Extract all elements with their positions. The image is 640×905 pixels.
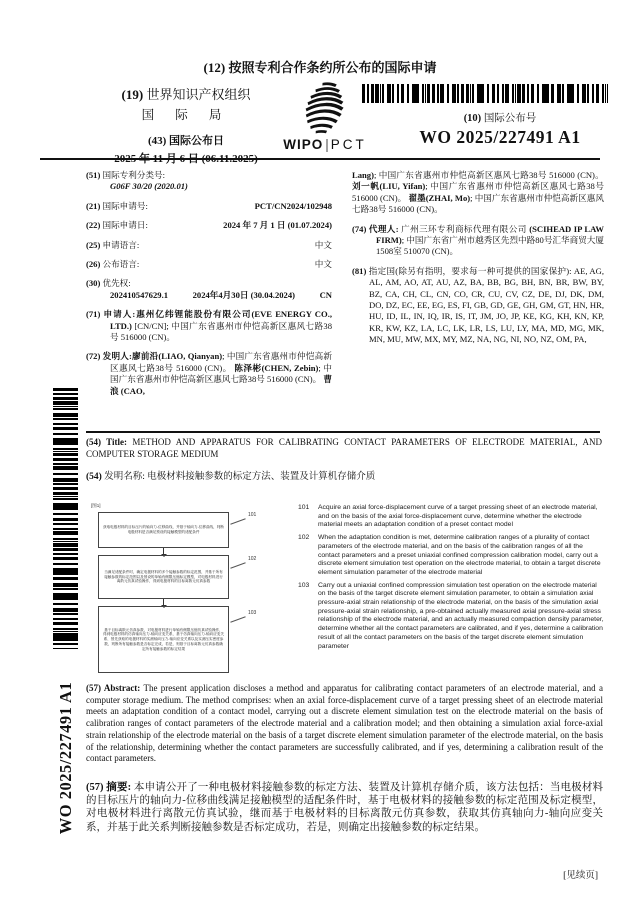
wipo-org-block (86, 84, 286, 166)
field-inventors (86, 351, 332, 397)
field-publication-language (86, 259, 332, 270)
applicant-name: 惠州亿纬锂能股份有限公司(EVE ENERGY CO., LTD.) (110, 309, 332, 331)
inid-71: (71) (86, 309, 101, 320)
inventor-name: 陈泽彬(CHEN, Zebin) (234, 362, 319, 373)
applicant-address: [CN/CN]; 中国广东省惠州市仲恺高新区惠风七路38号 516000 (CN)。 (110, 320, 332, 343)
priority-number: 202410547629.1 (110, 289, 169, 300)
abstract-zh-label: (57) 摘要: (86, 782, 132, 793)
header-divider (40, 158, 600, 160)
inid-30: (30) (86, 278, 101, 289)
field-application-number (86, 201, 332, 212)
inventor-name: 刘一帆(LIU, Yifan) (352, 181, 426, 192)
field-filing-date (86, 220, 332, 231)
inid-26: (26) (86, 259, 101, 270)
pub-number-label (392, 110, 608, 125)
figure-caption: [图1] (91, 503, 101, 508)
field-inventors-continued (352, 170, 604, 216)
pub-date-label-text: 国际公布日 (169, 135, 225, 147)
callout-line (230, 518, 245, 524)
org-name-text: 世界知识产权组织 (146, 87, 251, 102)
flow-arrow-icon (163, 548, 164, 554)
inid-21: (21) (86, 200, 101, 211)
inventor-name: Lang) (352, 170, 374, 180)
step-number: 102 (298, 534, 310, 542)
filing-language-value: 中文 (314, 239, 332, 250)
pub-language-value: 中文 (314, 259, 332, 270)
pub-date-label (86, 132, 286, 148)
filing-date-label: 国际申请日: (102, 220, 148, 231)
app-number-label: 国际申请号: (102, 200, 148, 211)
inventor-address: ; 中国广东省惠州市仲恺高新区惠风七路38号 516000 (CN)。 (352, 181, 604, 203)
inid-22: (22) (86, 220, 101, 231)
flow-arrow-icon (163, 599, 164, 605)
inventor-address: ; 中国广东省惠州市仲恺高新区惠风七路38号 516000 (CN)。 (110, 362, 332, 385)
biblio-right-column (352, 170, 604, 354)
callout-number: 102 (248, 556, 257, 562)
pub-number-label-text: 国际公布号 (483, 113, 537, 124)
agent-name-en: (SCIHEAD IP LAW FIRM) (376, 223, 604, 246)
logo-pct-text: PCT (330, 137, 367, 152)
inventor-address: ; 中国广东省惠州市仲恺高新区惠风七路38号 516000 (CN)。 (110, 351, 332, 373)
step-descriptions (298, 504, 605, 655)
abstract-english (86, 683, 603, 765)
title-divider (86, 431, 600, 433)
inid-43: (43) (147, 135, 167, 147)
abstract-en-text: The present application discloses a method and apparatus for calibrating contact parameters of an electrode material, and a computer storage medium. The method comprises: when an axial force-displacement curve of a target pressing sheet of an electrode material meets an adaptation condition of a contact model, carrying out a discrete element simulation test on the electrode material on the basis of calibration ranges of contact parameters of the electrode material and a calibration model; and then obtaining a simulation axial force-axial strain relationship of the electrode material on the basis of a target discrete element simulation parameter of the electrode material, on the basis of the relationship, determining whether the contact parameters are successfully calibrated, and if yes, determining a calibration result of the contact parameters. (86, 683, 603, 764)
step-number: 101 (298, 504, 310, 511)
biblio-left-column (86, 170, 332, 405)
title-en-text: METHOD AND APPARATUS FOR CALIBRATING CONTACT PARAMETERS OF ELECTRODE MATERIAL, AND COMPUTER STORAGE MEDIUM (86, 437, 603, 459)
field-filing-language (86, 240, 332, 251)
field-ipc (86, 170, 332, 193)
agent-label: 代理人: (368, 223, 399, 234)
field-agent (352, 224, 604, 258)
agent-name-zh: 广州三环专利商标代理有限公司 (401, 223, 527, 234)
title-english (86, 437, 602, 460)
inventor-name: 翟墨(ZHAI, Mo) (408, 192, 471, 203)
step-text: Acquire an axial force-displacement curve of a target pressing sheet of an electrode material, and on the basis of the axial force-displacement curve, determine whether the electrode material meets an adaptation condition of a preset contact model (318, 504, 598, 529)
filing-language-label: 申请语言: (102, 239, 140, 250)
inid-81: (81) (352, 265, 367, 276)
inid-72: (72) (86, 351, 101, 362)
inventor-name: 曹浪 (CAO, (110, 374, 332, 396)
applicant-label: 申请人: (103, 309, 136, 320)
inventor-address: ; 中国广东省惠州市仲恺高新区惠风七路38号 516000 (CN)。 (352, 192, 604, 215)
field-applicant (86, 309, 332, 343)
agent-address: ; 中国广东省广州市越秀区先烈中路80号汇华商贸大厦1508室 510070 (CN)。 (376, 235, 604, 257)
flowchart-box-101 (98, 512, 229, 548)
sidebar-publication-number: WO 2025/227491 A1 (56, 681, 75, 835)
inid-74: (74) (352, 223, 367, 234)
inid-54: (54) (86, 472, 102, 482)
inid-25: (25) (86, 239, 101, 250)
flowchart-box-text: 基于目标离散元仿真参数，对电极材料进行单轴有侧限压缩仿真试验操作，得到电极材料的仿真轴向压力-轴向应变关系，基于仿真轴向压力-轴向应变关系、预先获取的电极材料的实测轴向压力-轴向应变关系以及实测压实密度参数，判断所有接触参数是否标定完成，若是，则基于目标离散元仿真参数确定所有接触参数的标定结果 (103, 627, 224, 651)
logo-wipo-text: WIPO (283, 137, 324, 152)
designated-states-label: 指定国 (368, 265, 396, 276)
step-text: Carry out a uniaxial confined compression simulation test operation on the electrode material on the basis of the target discrete element simulation parameter, to obtain a simulation axial pressure-axial strain relationship of the electrode material, on the basis of the simulation axial pressure-axial strain relationship, a pre-obtained actually measured axial pressure-axial stress relationship of the electrode material, and an actually measured compaction density parameter, determine whether all the contact parameters are calibrated, and if yes, determine a calibration result of all the contact parameters on the basis of the target discrete element simulation parameter (318, 581, 604, 650)
step-text: When the adaptation condition is met, determine calibration ranges of a plurality of contact parameters of the electrode material, and on the basis of the calibration ranges of all the contact parameters and a preset uniaxial confined compression calibration model, carry out a discrete element simulation test operation on the electrode material, to obtain a target discrete element simulation parameter of the electrode material (318, 534, 601, 576)
priority-date: 2024年4月30日 (30.04.2024) (192, 289, 295, 300)
callout-number: 103 (248, 610, 257, 616)
callout-line (230, 562, 245, 568)
continued-on-next-page-note: [见续页] (563, 871, 598, 881)
title-chinese (86, 468, 602, 482)
inid-19: (19) (121, 87, 144, 102)
title-zh-text: 电极材料接触参数的标定方法、装置及计算机存储介质 (147, 472, 376, 482)
designated-states-note: (除另有指明，要求每一种可提供的国家保护): (395, 265, 574, 276)
wipo-globe-icon (296, 80, 354, 136)
step-103 (298, 582, 605, 652)
flowchart-box-103 (98, 606, 229, 673)
filing-date-value: 2024 年 7 月 1 日 (01.07.2024) (223, 220, 332, 231)
abstract-en-label: (57) Abstract: (86, 683, 141, 693)
inventors-label: 发明人: (102, 351, 132, 362)
pub-language-label: 公布语言: (102, 259, 140, 270)
step-101 (298, 504, 605, 530)
intl-bureau: 国 际 局 (141, 108, 231, 122)
inid-10: (10) (463, 113, 482, 124)
side-barcode (53, 388, 78, 649)
logo-separator: | (325, 137, 329, 152)
flowchart-box-102 (98, 555, 229, 599)
title-en-label: (54) Title: (86, 437, 128, 447)
app-number-value: PCT/CN2024/102948 (254, 200, 332, 211)
flowchart-box-text: 当满足适配条件时，确定电极材料的多个接触参数的标定范围，并基于所有接触参数的标定范围以及预设的单轴有侧限压缩标定模型，对电极材料进行离散元仿真试验操作，得到电极材料的目标离散元仿真参数 (104, 569, 223, 584)
wipo-org-name (86, 84, 286, 103)
wipo-logo-wordmark (279, 137, 371, 152)
top-barcode (362, 84, 608, 103)
field-designated-states (352, 266, 604, 346)
step-number: 103 (298, 581, 310, 589)
wipo-logo (279, 80, 371, 152)
inid-51: (51) (86, 170, 101, 180)
step-102 (298, 534, 605, 578)
callout-line (230, 616, 245, 622)
callout-number: 101 (248, 512, 257, 518)
inventor-name: 廖前沿(LIAO, Qianyan) (131, 351, 223, 362)
abstract-zh-text: 本申请公开了一种电极材料接触参数的标定方法、装置及计算机存储介质，该方法包括：当电极材料的目标压片的轴向力-位移曲线满足接触模型的适配条件时，基于电极材料的接触参数的标定范围及标定模型，对电极材料进行离散元仿真试验，继而基于电极材料的目标离散元仿真参数，获取其仿真轴向力-轴向应变关系，并基于此关系判断接触参数是否标定成功，若是，则确定出接触参数的标定结果。 (86, 782, 603, 833)
doc-kind-line: (12) 按照专利合作条约所公布的国际申请 (203, 60, 437, 75)
designated-states-list: AE, AG, AL, AM, AO, AT, AU, AZ, BA, BB, BG, BH, BN, BR, BW, BY, BZ, CA, CH, CL, CN, CO, CR, CU, CV, CZ, DE, DJ, DK, DM, DO, DZ, EC, EE, EG, ES, FI, GB, GD, GE, GH, GM, GT, HN, HR, HU, ID, IL, IN, IQ, IR, IS, IT, JM, JO, JP, KE, KG, KH, KN, KP, KR, KW, KZ, LA, LC, LK, LR, LS, LU, LY, MA, MD, MG, MK, MN, MU, MW, MX, MY, MZ, NA, NG, NI, NO, NZ, OM, PA, (369, 265, 604, 345)
priority-label: 优先权: (102, 278, 131, 289)
pub-number: WO 2025/227491 A1 (419, 127, 581, 147)
flowchart-box-text: 获取电极材料的目标压片的轴向力-位移曲线，并基于轴向力-位移曲线，判断电极材料是否满足预设的接触模型的适配条件 (103, 525, 224, 534)
inventor-address: ; 中国广东省惠州市仲恺高新区惠风七路38号 516000 (CN)。 (373, 170, 604, 180)
publication-number-block (392, 110, 608, 148)
ipc-value: G06F 30/20 (2020.01) (110, 181, 188, 192)
title-zh-label: 发明名称: (104, 472, 145, 482)
figure-1-flowchart (88, 503, 300, 695)
priority-country: CN (319, 289, 332, 300)
ipc-label: 国际专利分类号: (102, 170, 166, 180)
field-priority (86, 278, 332, 301)
abstract-chinese (86, 781, 603, 834)
